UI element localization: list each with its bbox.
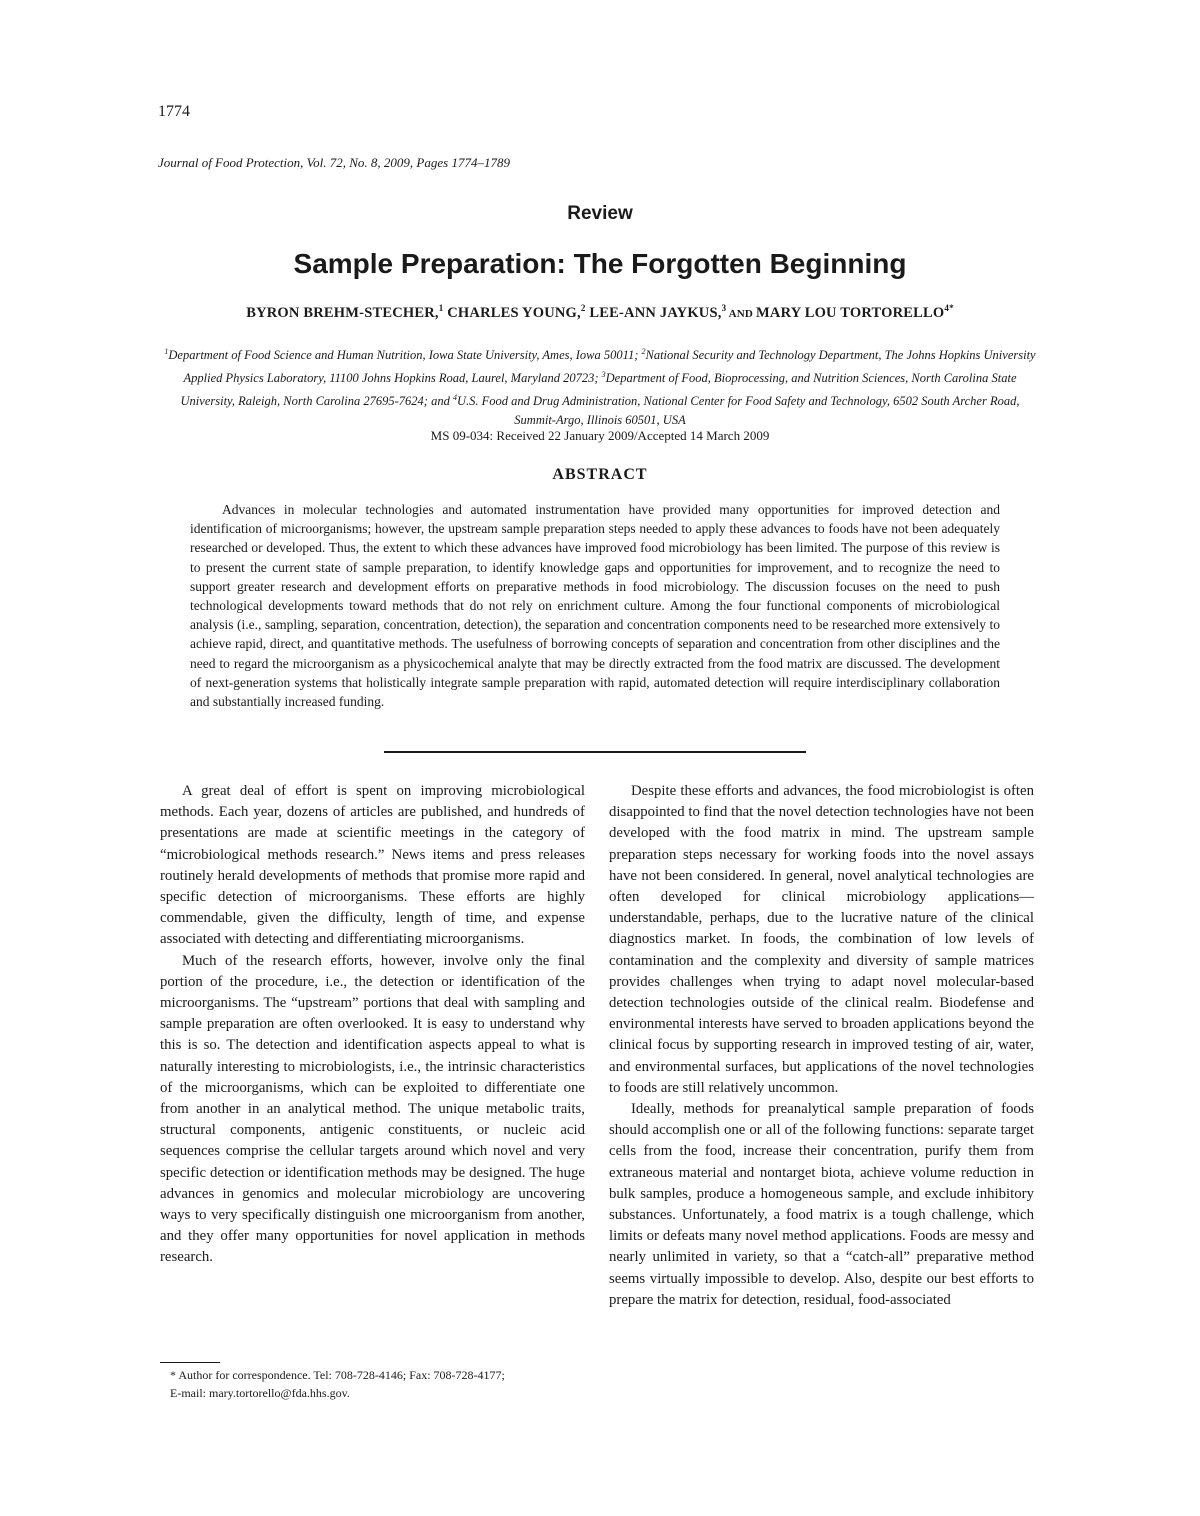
affiliation-text: National Security and Technology Department, The Johns Hopkins University Applied Physics Laboratory, 11100 Johns Hopkins Road, Laurel, Maryland 20723; <box>183 348 1036 386</box>
page-number: 1774 <box>158 103 190 120</box>
author-name: LEE-ANN JAYKUS, <box>585 304 722 321</box>
body-column-left <box>160 781 585 1269</box>
body-column-right <box>609 781 1034 1311</box>
affiliation-mark: 2 <box>641 347 646 356</box>
author-list <box>0 303 1200 322</box>
affiliation-text: U.S. Food and Drug Administration, National Center for Food Safety and Technology, 6502 South Archer Road, Summit-Argo, Illinois 60501, USA <box>456 394 1020 428</box>
author-affiliation-mark: 4* <box>944 303 954 313</box>
affiliation-mark: 3 <box>601 370 606 380</box>
footnote-text: * Author for correspondence. Tel: 708-728-4146; Fax: 708-728-4177; <box>170 1368 505 1382</box>
manuscript-dates: MS 09-034: Received 22 January 2009/Accepted 14 March 2009 <box>430 428 770 443</box>
affiliation-text: Department of Food Science and Human Nutrition, Iowa State University, Ames, Iowa 50011; <box>168 348 642 363</box>
author-conjunction: AND <box>726 307 757 320</box>
author-name: BYRON BREHM-STECHER, <box>246 304 439 321</box>
section-label: Review <box>567 203 633 224</box>
footnote-email: E-mail: mary.tortorello@fda.hhs.gov. <box>170 1386 350 1400</box>
body-paragraph: Despite these efforts and advances, the food microbiologist is often disappointed to find that the novel detection technologies have not been developed with the food matrix in mind. The upstream sample preparation steps necessary for working foods into the novel assays have not been considered. In general, novel analytical technologies are often developed for clinical microbiology applications—understandable, perhaps, due to the lucrative nature of the clinical diagnostics market. In foods, the combination of low levels of contamination and the complexity and diversity of sample matrices provides challenges when trying to adapt novel molecular-based detection technologies outside of the clinical realm. Biodefense and environmental interests have served to broaden applications beyond the clinical focus by supporting research in improved testing of air, water, and environmental surfaces, but applications of the novel technologies to foods are still relatively uncommon. <box>609 783 1034 1096</box>
footnote-divider <box>160 1362 220 1363</box>
affiliations <box>160 342 1040 430</box>
author-affiliation-mark: 1 <box>438 303 444 313</box>
footnote <box>160 1366 585 1402</box>
author-name: CHARLES YOUNG, <box>443 304 581 321</box>
article-title: Sample Preparation: The Forgotten Beginning <box>293 248 907 279</box>
journal-citation: Journal of Food Protection, Vol. 72, No. 8, 2009, Pages 1774–1789 <box>158 155 510 170</box>
affiliation-text: Department of Food, Bioprocessing, and Nutrition Sciences, North Carolina State University, Raleigh, North Carolina 27695-7624; and <box>180 371 1017 409</box>
abstract-text: Advances in molecular technologies and automated instrumentation have provided many opportunities for improved detection and identification of microorganisms; however, the upstream sample preparation steps needed to apply these advances to foods have not been adequately researched or developed. Thus, the extent to which these advances have improved food microbiology has been limited. The purpose of this review is to present the current state of sample preparation, to identify knowledge gaps and opportunities for improvement, and to recognize the need to support greater research and development efforts on preparative methods in food microbiology. The discussion focuses on the need to push technological developments toward methods that do not rely on enrichment culture. Among the four functional components of microbiological analysis (i.e., sampling, separation, concentration, detection), the separation and concentration components need to be researched more extensively to achieve rapid, direct, and quantitative methods. The usefulness of borrowing concepts of separation and concentration from other disciplines and the need to regard the microorganism as a physicochemical analyte that may be directly extracted from the food matrix are discussed. The development of next-generation systems that holistically integrate sample preparation with rapid, automated detection will require interdisciplinary collaboration and substantially increased funding. <box>190 502 1000 710</box>
abstract-heading: ABSTRACT <box>552 466 648 483</box>
affiliation-mark: 4 <box>452 393 457 403</box>
body-paragraph: A great deal of effort is spent on improving microbiological methods. Each year, dozens of articles are published, and hundreds of presentations are made at scientific meetings in the category of “microbiological methods research.” News items and press releases routinely herald developments of methods that promise more rapid and specific detection of microorganisms. These efforts are highly commendable, given the difficulty, length of time, and expense associated with detecting and differentiating microorganisms. <box>160 783 585 948</box>
author-affiliation-mark: 2 <box>580 303 586 313</box>
abstract-divider <box>384 751 806 753</box>
body-paragraph: Much of the research efforts, however, involve only the final portion of the procedure, i.e., the detection or identification of the microorganisms. The “upstream” portions that deal with sampling and sample preparation are often overlooked. It is easy to understand why this is so. The detection and identification aspects appeal to what is naturally interesting to microbiologists, i.e., the intrinsic characteristics of the microorganisms, which can be exploited to differentiate one from another in an analytical method. The unique metabolic traits, structural components, antigenic constituents, or nucleic acid sequences comprise the cellular targets around which novel and very specific detection or identification methods may be designed. The huge advances in genomics and molecular microbiology are uncovering ways to very specifically distinguish one microorganism from another, and they offer many opportunities for novel application in methods research. <box>160 952 585 1266</box>
body-paragraph: Ideally, methods for preanalytical sample preparation of foods should accomplish one or all of the following functions: separate target cells from the food, increase their concentration, purify them from extraneous material and nontarget biota, achieve volume reduction in bulk samples, produce a homogeneous sample, and exclude inhibitory substances. Unfortunately, a food matrix is a tough challenge, which limits or defeats many novel method applications. Foods are messy and nearly unlimited in variety, so that a “catch-all” preparative method seems virtually impossible to develop. Also, despite our best efforts to prepare the matrix for detection, residual, food-associated <box>609 1101 1034 1308</box>
author-affiliation-mark: 3 <box>721 303 727 313</box>
author-name: MARY LOU TORTORELLO <box>756 304 945 321</box>
affiliation-mark: 1 <box>164 347 169 356</box>
